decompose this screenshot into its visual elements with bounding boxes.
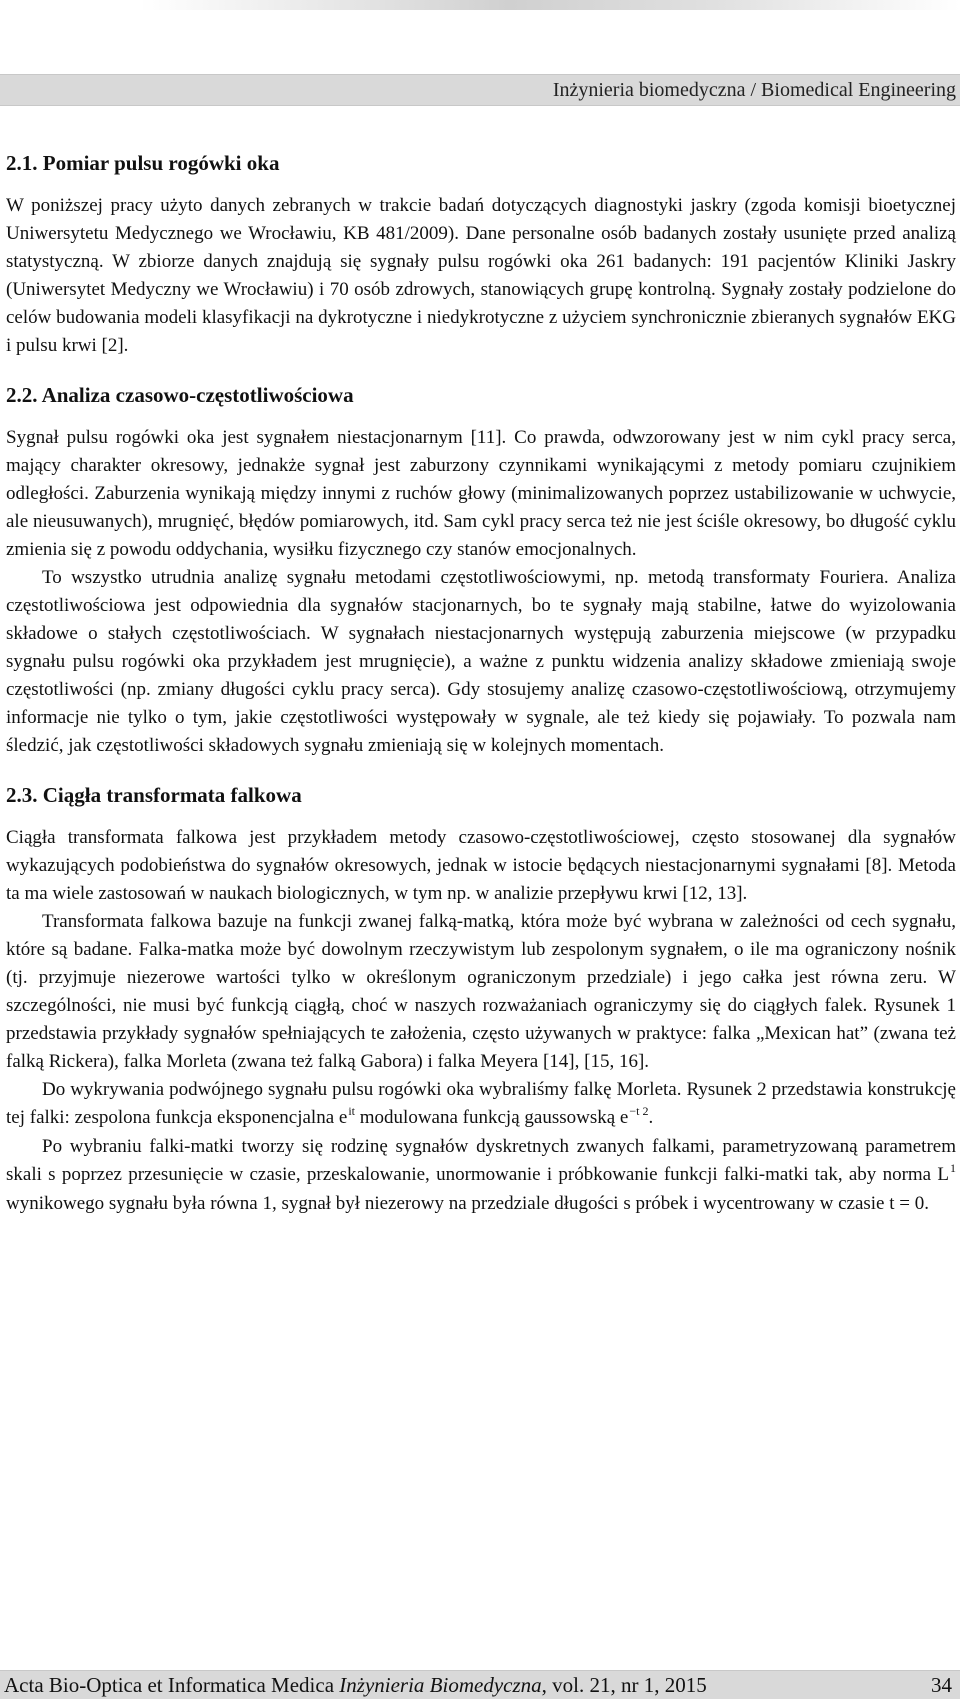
paragraph: Transformata falkowa bazuje na funkcji zwanej falką-matką, która może być wybrana w zależności od cech sygnału, które są badane. Falka-matka może być dowolnym rzeczywistym lub zespolonym sygnałem, o ile ma ograniczony nośnik (tj. przyjmuje niezerowe wartości tylko w określonym ograniczonym przedziale) i jego całka jest równa zeru. W szczególności, nie musi być funkcją ciągłą, choć w naszych rozważaniach ograniczymy się do ciągłych falek. Rysunek 1 przedstawia przykłady sygnałów spełniających te założenia, często używanych w praktyce: falka „Mexican hat” (zwana też falką Rickera), falka Morleta (zwana też falką Gabora) i falka Meyera [14], [15, 16]. — [6, 911, 956, 1072]
paragraph: Ciągła transformata falkowa jest przykładem metody czasowo-częstotliwościowej, często stosowanej dla sygnałów wykazujących podobieństwa do sygnałów okresowych, jednak w istocie będących niestacjonarnymi sygnałami [8]. Metoda ta ma wiele zastosowań w naukach biologicznych, w tym np. w analizie przepływu krwi [12, 13]. — [6, 827, 956, 904]
top-scan-mark — [140, 0, 960, 10]
text-run: . — [648, 1107, 654, 1128]
text-run: Po wybraniu falki-matki tworzy się rodzinę sygnałów dyskretnych zwanych falkami, parametryzowaną parametrem skali s poprzez przesunięcie w czasie, przeskalowanie, unormowanie i próbkowanie funkcji falki-matki tak, aby norma L — [6, 1136, 956, 1185]
gaussian-formula — [619, 1104, 649, 1128]
paragraph-morlet — [6, 1076, 956, 1133]
page-number: 34 — [931, 1673, 952, 1697]
section-heading-2-1: 2.1. Pomiar pulsu rogówki oka — [6, 151, 280, 175]
formula-base: e — [338, 1107, 348, 1128]
paragraph: Sygnał pulsu rogówki oka jest sygnałem niestacjonarnym [11]. Co prawda, odwzorowany jest w nim cykl pracy serca, mający charakter okresowy, jednakże sygnał jest zaburzony czynnikami wynikającymi z metody pomiaru czujnikiem odległości. Zaburzenia wynikają między innymi z ruchów głowy (minimalizowanych poprzez ustabilizowanie w uchwycie, ale nieusuwanych), mrugnięć, błędów pomiarowych, itd. Sam cykl pracy serca też nie jest ściśle okresowy, bo długość cyklu zmienia się z powodu oddychania, wysiłku fizycznego czy stanów emocjonalnych. — [6, 427, 956, 560]
page-body — [6, 148, 956, 1218]
journal-name: Acta Bio-Optica et Informatica Medica — [4, 1673, 340, 1697]
journal-volume: , vol. 21, nr 1, 2015 — [541, 1673, 707, 1697]
formula-base: e — [619, 1107, 629, 1128]
norm-superscript: 1 — [950, 1161, 956, 1175]
journal-name-italic: Inżynieria Biomedyczna — [339, 1673, 542, 1697]
paragraph: To wszystko utrudnia analizę sygnału metodami częstotliwościowymi, np. metodą transformaty Fouriera. Analiza częstotliwościowa jest odpowiednia dla sygnałów stacjonarnych, bo te sygnały mają stabilne, łatwe do wyizolowania składowe o stałych częstotliwościach. W sygnałach niestacjonarnych występują zaburzenia miejscowe (w przypadku sygnału pulsu rogówki oka przykładem jest mrugnięcie), a ważne z punktu widzenia analizy składowe zmieniają swoje częstotliwości (np. zmiany długości cyklu pracy serca). Gdy stosujemy analizę czasowo-częstotliwościową, otrzymujemy informacje nie tylko o tym, jakie częstotliwości występowały w sygnale, ale też kiedy się pojawiały. To pozwala nam śledzić, jak częstotliwości składowych sygnału zmieniają się w kolejnych momentach. — [6, 567, 956, 756]
formula-exponent: it — [348, 1104, 356, 1118]
text-run: modulowana funkcją gaussowską — [355, 1107, 620, 1128]
complex-exponential-formula — [338, 1104, 356, 1128]
paragraph: W poniższej pracy użyto danych zebranych w trakcie badań dotyczących diagnostyki jaskry (zgoda komisji bioetycznej Uniwersytetu Medycznego we Wrocławiu, KB 481/2009). Dane personalne osób badanych zostały usunięte przed analizą statystyczną. W zbiorze danych znajdują się sygnały pulsu rogówki oka 261 badanych: 191 pacjentów Kliniki Jaskry (Uniwersytet Medyczny we Wrocławiu) i 70 osób zdrowych, stanowiących grupę kontrolną. Sygnały zostały podzielone do celów budowania modeli klasyfikacji na dykrotyczne i niedykrotyczne z użyciem synchronicznie zbieranych sygnałów EKG i pulsu krwi [2]. — [6, 195, 956, 356]
section-heading-2-2: 2.2. Analiza czasowo-częstotliwościowa — [6, 383, 354, 407]
paragraph-wavelet-family — [6, 1133, 956, 1218]
text-run: wynikowego sygnału była równa 1, sygnał był niezerowy na przedziale długości s próbek i wycentrowany w czasie t = 0. — [6, 1193, 929, 1214]
text-run: Do wykrywania podwójnego sygnału pulsu rogówki oka wybraliśmy falkę Morleta. Rysunek 2 przedstawia konstrukcję tej falki: zespolona funkcja eksponencjalna — [6, 1079, 956, 1128]
running-footer — [0, 1670, 960, 1699]
running-header — [0, 74, 960, 106]
journal-citation — [4, 1673, 707, 1698]
formula-exponent: −t 2 — [629, 1104, 649, 1118]
section-heading-2-3: 2.3. Ciągła transformata falkowa — [6, 783, 302, 807]
journal-section-label: Inżynieria biomedyczna / Biomedical Engineering — [552, 79, 956, 101]
